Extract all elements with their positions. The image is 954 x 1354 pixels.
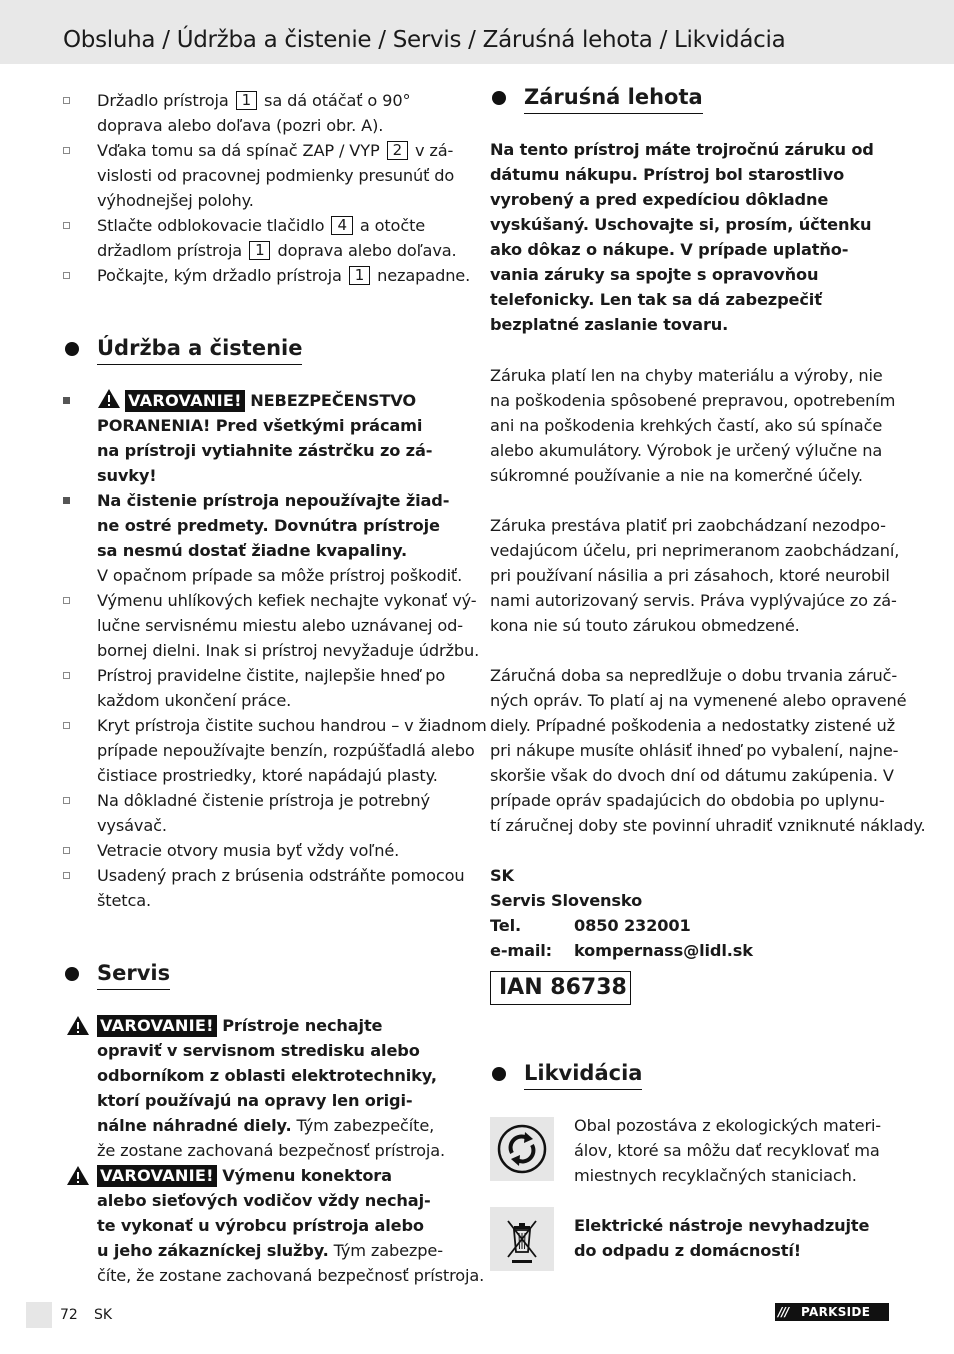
crossed-bin-icon [490, 1207, 554, 1271]
warning-triangle-icon [66, 1015, 90, 1036]
warning-label: VAROVANIE! [125, 390, 245, 412]
square-bullet-icon [63, 222, 70, 229]
weee-text: Elektrické nástroje nevyhadzujte do odpadu z domácností! [574, 1216, 870, 1260]
square-bullet-icon [63, 872, 70, 879]
list-item: Stlačte odblokovacie tlačidlo 4 a otočte držadlom prístroja 1 doprava alebo doľava. [63, 213, 467, 263]
section-heading-maintenance: Údržba a čistenie [63, 334, 302, 365]
square-bullet-icon [63, 597, 70, 604]
square-bullet-icon [63, 847, 70, 854]
contact-email: kompernass@lidl.sk [574, 941, 753, 960]
list-item: Držadlo prístroja 1 sa dá otáčať o 90° doprava alebo doľava (pozri obr. A). [63, 88, 467, 138]
part-number-box: 2 [387, 141, 408, 160]
square-bullet-icon [63, 147, 70, 154]
page-title: Obsluha / Údržba a čistenie / Servis / Záruśná lehota / Likvidácia [63, 27, 786, 53]
square-bullet-icon [63, 97, 70, 104]
square-bullet-icon [63, 397, 70, 404]
service-contact: SK Servis Slovensko Tel. 0850 232001 e-mail: kompernass@lidl.sk [490, 863, 753, 963]
warning-label: VAROVANIE! [97, 1165, 217, 1187]
list-item: Výmenu uhlíkových kefiek nechajte vykonať vý- lučne servisnému miestu alebo uznávanej od- bornej dielni. Inak si prístroj nevyžaduje údržbu. [63, 588, 467, 663]
list-item: Vďaka tomu sa dá spínač ZAP / VYP 2 v zá- vislosti od pracovnej podmienky presunúť do výhodnejšej polohy. [63, 138, 467, 213]
heading-dot-icon [492, 91, 506, 105]
list-item: Na čistenie prístroja nepoužívajte žiad- ne ostré predmety. Dovnútra prístroje sa nesmú dostať žiadne kvapaliny. V opačnom prípade sa môže prístroj poškodiť. [63, 488, 467, 588]
list-item: Prístroj pravidelne čistite, najlepšie hneď po každom ukončení práce. [63, 663, 467, 713]
part-number-box: 1 [349, 266, 370, 285]
square-bullet-icon [63, 722, 70, 729]
list-item: Vetracie otvory musia byť vždy voľné. [63, 838, 467, 863]
brand-stripes-icon: /// [778, 1305, 789, 1319]
part-number-box: 1 [249, 241, 270, 260]
list-item: Usadený prach z brúsenia odstráňte pomocou štetca. [63, 863, 467, 913]
section-heading-warranty: Záruśná lehota [490, 83, 703, 114]
ian-number: IAN 86738 [490, 971, 631, 1005]
parkside-logo: /// PARKSIDE [775, 1303, 889, 1321]
heading-dot-icon [65, 342, 79, 356]
contact-country: SK [490, 866, 514, 885]
list-item: Na dôkladné čistenie prístroja je potrebný vysávač. [63, 788, 467, 838]
warranty-paragraph-1: Záruka platí len na chyby materiálu a výroby, nie na poškodenia spôsobené prepravou, opotrebením ani na poškodenia krehkých častí, ako sú spínače alebo akumulátory. Výrobok je určený výlučne na súkromné používanie a nie na komerčné účely. [490, 366, 896, 485]
page-number: 72 [60, 1307, 78, 1323]
contact-phone: 0850 232001 [574, 916, 691, 935]
heading-dot-icon [65, 967, 79, 981]
warning-triangle-icon [97, 388, 121, 409]
service-warning-1: VAROVANIE! Prístroje nechajte opraviť v servisnom stredisku alebo odborníkom z oblasti elektrotechniky, ktorí používajú na opravy len origi- nálne náhradné diely. Tým zabezpečíte, že zostane zachovaná bezpečnosť prístroja. [63, 1013, 467, 1163]
warning-triangle-icon [66, 1165, 90, 1186]
list-item: Kryt prístroja čistite suchou handrou – v žiadnom prípade nepoužívajte benzín, rozpúšťadlá alebo čistiace prostriedky, ktoré napádajú plasty. [63, 713, 467, 788]
square-bullet-icon [63, 672, 70, 679]
square-bullet-icon [63, 272, 70, 279]
list-item: Počkajte, kým držadlo prístroja 1 nezapadne. [63, 263, 467, 288]
language-code: SK [94, 1307, 113, 1323]
heading-dot-icon [492, 1067, 506, 1081]
section-heading-service: Servis [63, 959, 170, 990]
part-number-box: 4 [331, 216, 352, 235]
warranty-intro: Na tento prístroj máte trojročnú záruku od dátumu nákupu. Prístroj bol starostlivo vyrobený a pred expedíciou dôkladne vyskúšaný. Uschovajte si, prosím, účtenku ako dôkaz o nákupe. V prípade uplatňo- vania záruky sa spojte s opravovňou telefonicky. Len tak sa dá zabezpečiť bezplatné zaslanie tovaru. [490, 140, 874, 334]
page-header [0, 0, 954, 64]
service-warning-2: VAROVANIE! Výmenu konektora alebo sieťových vodičov vždy nechaj- te vykonať u výrobcu prístroja alebo u jeho zákazníckej služby. Tým zabezpe- číte, že zostane zachovaná bezpečnosť prístroja. [63, 1163, 467, 1288]
warning-item: VAROVANIE! NEBEZPEČENSTVO PORANENIA! Pred všetkými prácami na prístroji vytiahnite zástrčku zo zá- suvky! [63, 388, 467, 488]
warranty-paragraph-3: Záručná doba sa nepredlžuje o dobu trvania záruč- ných opráv. To platí aj na vymenené alebo opravené diely. Prípadné poškodenia a nedostatky zistené už pri nákupe musíte ohlásiť ihneď po vybalení, najne- skoršie však do dvoch dní od dátumu zakúpenia. V prípade opráv spadajúcich do obdobia po uplynu- tí záručnej doby ste povinní uhradiť vzniknuté náklady. [490, 666, 926, 835]
contact-name: Servis Slovensko [490, 891, 643, 910]
part-number-box: 1 [236, 91, 257, 110]
square-bullet-icon [63, 497, 70, 504]
square-bullet-icon [63, 797, 70, 804]
section-heading-disposal: Likvidácia [490, 1059, 642, 1090]
recycling-icon [490, 1117, 554, 1181]
footer-page-box [26, 1302, 52, 1328]
warning-label: VAROVANIE! [97, 1015, 217, 1037]
warranty-paragraph-2: Záruka prestáva platiť pri zaobchádzaní nezodpo- vedajúcom účelu, pri neprimeranom zaobchádzaní, pri používaní násilia a pri zásahoch, ktoré neurobil nami autorizovaný servis. Práva vyplývajúce zo zá- kona nie sú touto zárukou obmedzené. [490, 516, 900, 635]
recycling-text: Obal pozostáva z ekologických materi- álov, ktoré sa môžu dať recyklovať ma miestnych recyklačných staniciach. [574, 1116, 881, 1185]
